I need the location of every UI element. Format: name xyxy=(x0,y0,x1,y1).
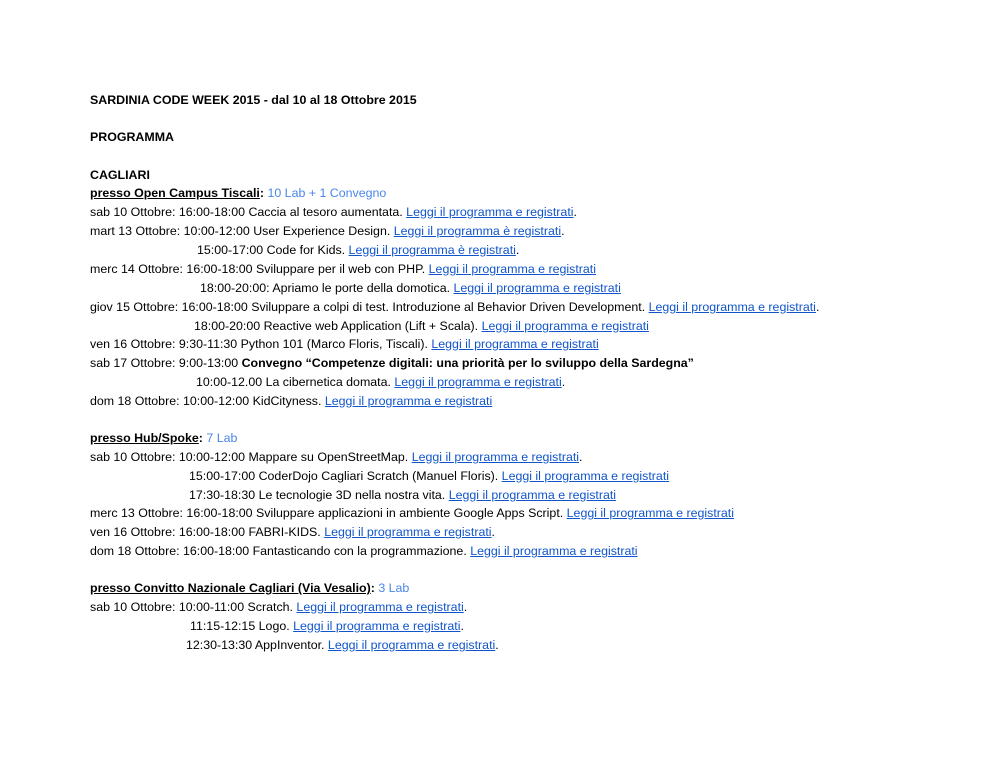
event-row xyxy=(196,375,565,390)
event-text: 16:00-18:00 Sviluppare a colpi di test. Introduzione al Behavior Driven Development. xyxy=(181,300,649,314)
venue-name: presso Hub/Spoke xyxy=(90,431,199,445)
event-date: ven 16 Ottobre: xyxy=(90,525,179,539)
venue-name: presso Open Campus Tiscali xyxy=(90,186,260,200)
venue-heading-hub-spoke xyxy=(90,431,237,446)
event-date: giov 15 Ottobre: xyxy=(90,300,182,314)
register-link[interactable]: Leggi il programma e registrati xyxy=(411,450,580,464)
event-date: dom 18 Ottobre: xyxy=(90,544,183,558)
event-punct: . xyxy=(573,205,577,219)
event-date: merc 13 Ottobre: xyxy=(90,506,187,520)
event-text: 10:00-12:00 KidCityness. xyxy=(182,394,325,408)
event-text: 16:00-18:00 Caccia al tesoro aumentata. xyxy=(178,205,407,219)
event-row xyxy=(90,544,638,559)
register-link[interactable]: Leggi il programma e registrati xyxy=(324,394,493,408)
program-heading: PROGRAMMA xyxy=(90,130,174,144)
city-heading: CAGLIARI xyxy=(90,168,150,182)
event-row xyxy=(90,337,599,352)
event-row xyxy=(90,525,495,540)
event-date: merc 14 Ottobre: xyxy=(90,262,187,276)
register-link[interactable]: Leggi il programma e registrati xyxy=(406,205,574,219)
event-text: 10:00-12:00 Mappare su OpenStreetMap. xyxy=(178,450,412,464)
event-punct: . xyxy=(579,450,583,464)
event-punct: . xyxy=(491,525,495,539)
event-punct: . xyxy=(463,600,468,614)
event-text: 9:30-11:30 Python 101 (Marco Floris, Tiscali). xyxy=(178,337,432,351)
event-text: 16:00-18:00 Fantasticando con la programmazione. xyxy=(182,544,471,558)
event-row xyxy=(200,281,621,296)
event-text: 11:15-12:15 Logo. xyxy=(190,619,294,633)
event-text: 10:00-12:00 User Experience Design. xyxy=(183,224,394,238)
register-link[interactable]: Leggi il programma e registrati xyxy=(501,469,670,483)
venue-colon: : xyxy=(370,581,375,595)
venue-colon: : xyxy=(259,186,264,200)
event-date: sab 10 Ottobre: xyxy=(90,450,179,464)
venue-heading-convitto xyxy=(90,581,409,596)
event-row xyxy=(90,394,492,409)
event-text: 18:00-20:00: Apriamo le porte della domotica. xyxy=(200,281,454,295)
event-row xyxy=(194,319,649,334)
register-link[interactable]: Leggi il programma è registrati xyxy=(393,224,562,238)
event-text: 10:00-12.00 La cibernetica domata. xyxy=(196,375,395,389)
event-row xyxy=(90,224,565,239)
event-text: 16:00-18:00 FABRI-KIDS. xyxy=(178,525,325,539)
event-date: sab 10 Ottobre: xyxy=(90,205,179,219)
event-punct: . xyxy=(515,243,520,257)
register-link[interactable]: Leggi il programma e registrati xyxy=(324,525,492,539)
conference-title: Convegno “Competenze digitali: una priorità per lo sviluppo della Sardegna” xyxy=(241,356,694,370)
event-date: dom 18 Ottobre: xyxy=(90,394,183,408)
event-date: sab 10 Ottobre: xyxy=(90,600,179,614)
event-text: 9:00-13:00 xyxy=(178,356,242,370)
register-link[interactable]: Leggi il programma e registrati xyxy=(428,262,597,276)
venue-summary: 3 Lab xyxy=(378,581,410,595)
event-row xyxy=(90,205,577,220)
register-link[interactable]: Leggi il programma e registrati xyxy=(648,300,816,314)
event-row xyxy=(90,300,819,315)
register-link[interactable]: Leggi il programma e registrati xyxy=(293,619,461,633)
event-row xyxy=(90,600,467,615)
register-link[interactable]: Leggi il programma e registrati xyxy=(470,544,638,558)
event-row xyxy=(190,619,464,634)
register-link[interactable]: Leggi il programma e registrati xyxy=(481,319,649,333)
event-row xyxy=(90,356,694,371)
venue-heading-open-campus xyxy=(90,186,386,201)
event-text: 15:00-17:00 CoderDojo Cagliari Scratch (Manuel Floris). xyxy=(189,469,502,483)
event-row xyxy=(186,638,499,653)
register-link[interactable]: Leggi il programma è registrati xyxy=(348,243,516,257)
event-date: ven 16 Ottobre: xyxy=(90,337,179,351)
event-row xyxy=(90,262,596,277)
register-link[interactable]: Leggi il programma e registrati xyxy=(296,600,464,614)
event-date: mart 13 Ottobre: xyxy=(90,224,184,238)
event-row xyxy=(189,469,669,484)
event-row xyxy=(90,450,583,465)
register-link[interactable]: Leggi il programma e registrati xyxy=(394,375,562,389)
register-link[interactable]: Leggi il programma e registrati xyxy=(448,488,617,502)
venue-summary: 10 Lab + 1 Convegno xyxy=(267,186,387,200)
document-title: SARDINIA CODE WEEK 2015 - dal 10 al 18 Ottobre 2015 xyxy=(90,93,417,107)
register-link[interactable]: Leggi il programma e registrati xyxy=(453,281,621,295)
event-punct: . xyxy=(561,224,565,238)
event-text: 10:00-11:00 Scratch. xyxy=(178,600,297,614)
register-link[interactable]: Leggi il programma e registrati xyxy=(327,638,496,652)
event-date: sab 17 Ottobre: xyxy=(90,356,179,370)
event-row xyxy=(90,506,734,521)
event-text: 15:00-17:00 Code for Kids. xyxy=(197,243,349,257)
event-text: 16:00-18:00 Sviluppare applicazioni in ambiente Google Apps Script. xyxy=(186,506,567,520)
event-punct: . xyxy=(561,375,566,389)
event-row xyxy=(189,488,616,503)
event-row xyxy=(197,243,519,258)
event-text: 18:00-20:00 Reactive web Application (Lift + Scala). xyxy=(194,319,482,333)
event-text: 12:30-13:30 AppInventor. xyxy=(186,638,328,652)
register-link[interactable]: Leggi il programma e registrati xyxy=(431,337,599,351)
event-text: 17:30-18:30 Le tecnologie 3D nella nostra vita. xyxy=(189,488,449,502)
event-punct: . xyxy=(815,300,820,314)
event-punct: . xyxy=(460,619,464,633)
register-link[interactable]: Leggi il programma e registrati xyxy=(566,506,735,520)
event-punct: . xyxy=(495,638,499,652)
event-text: 16:00-18:00 Sviluppare per il web con PHP. xyxy=(186,262,429,276)
venue-name: presso Convitto Nazionale Cagliari (Via Vesalio) xyxy=(90,581,371,595)
venue-summary: 7 Lab xyxy=(206,431,238,445)
venue-colon: : xyxy=(198,431,203,445)
